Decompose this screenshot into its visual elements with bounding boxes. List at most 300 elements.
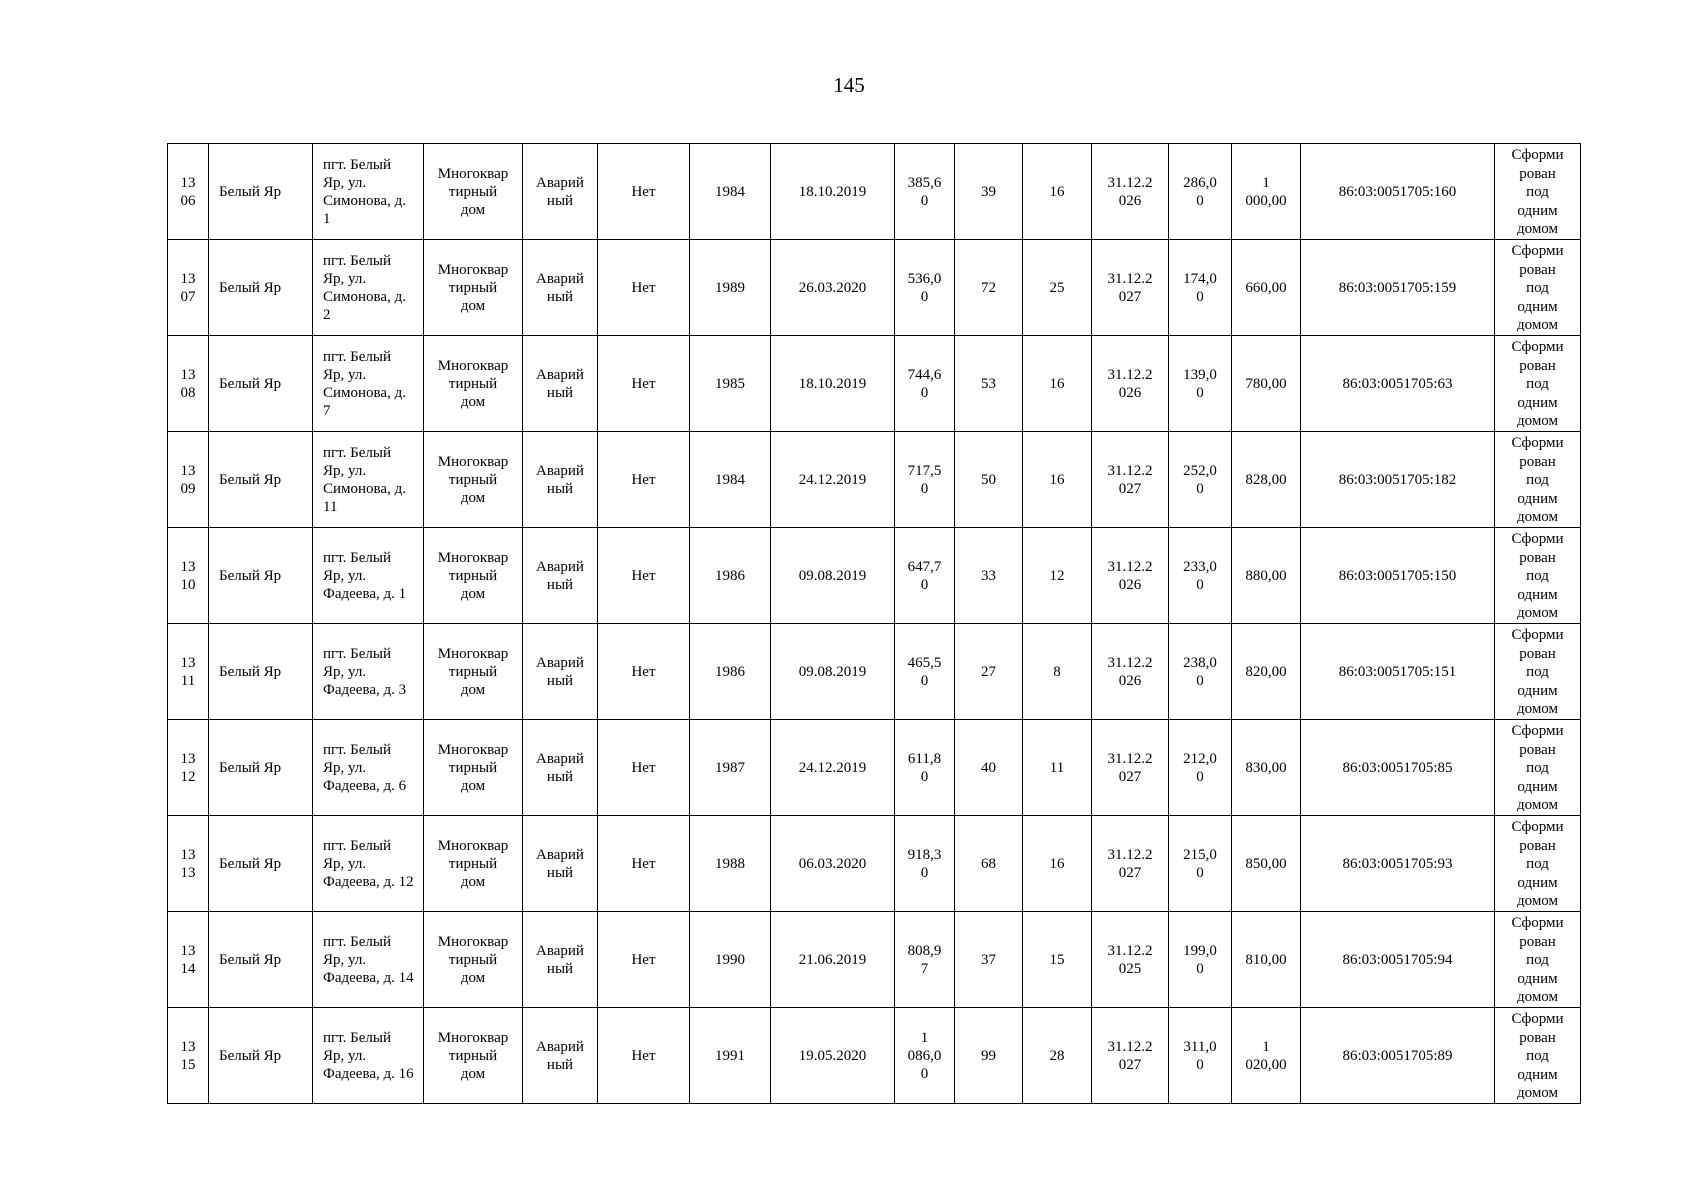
cell-note (1495, 816, 1581, 912)
cell-deadline-text: 31.12.2 027 (1107, 1038, 1153, 1073)
cell-status (523, 144, 598, 240)
cell-note-text: Сформи рован под одним домом (1511, 339, 1564, 429)
cell-units (1023, 336, 1092, 432)
cell-type-text: Многоквар тирный дом (437, 549, 509, 602)
cell-year-text: 1987 (715, 759, 745, 776)
cell-flag-text: Нет (631, 375, 656, 392)
cell-num-text: 13 08 (180, 366, 196, 401)
cell-residents-text: 37 (981, 951, 996, 968)
cell-year (690, 1008, 771, 1104)
cell-area2 (1169, 624, 1232, 720)
cell-residents-text: 50 (981, 471, 996, 488)
cell-deadline-text: 31.12.2 026 (1107, 558, 1153, 593)
cell-date-text: 26.03.2020 (798, 279, 867, 296)
cell-year (690, 336, 771, 432)
cell-land (1232, 624, 1301, 720)
cell-units (1023, 912, 1092, 1008)
cell-address (313, 336, 424, 432)
cell-area (895, 528, 955, 624)
cell-locality (209, 624, 313, 720)
cell-locality (209, 816, 313, 912)
cell-type-text: Многоквар тирный дом (437, 453, 509, 506)
cell-locality-text: Белый Яр (219, 663, 282, 680)
cell-date-text: 24.12.2019 (798, 471, 867, 488)
cell-residents (955, 528, 1023, 624)
cell-num-text: 13 10 (180, 558, 196, 593)
cell-deadline-text: 31.12.2 027 (1107, 846, 1153, 881)
cell-units-text: 16 (1049, 471, 1065, 488)
cell-area (895, 912, 955, 1008)
cell-land-text: 828,00 (1245, 471, 1287, 488)
cell-address-text: пгт. Белый Яр, ул. Симонова, д. 2 (323, 252, 406, 323)
cell-residents-text: 33 (981, 567, 996, 584)
cell-units-text: 28 (1049, 1047, 1065, 1064)
cell-residents (955, 624, 1023, 720)
cell-locality-text: Белый Яр (219, 759, 282, 776)
cell-note-text: Сформи рован под одним домом (1511, 147, 1564, 237)
cell-area (895, 720, 955, 816)
cell-residents (955, 240, 1023, 336)
cell-type-text: Многоквар тирный дом (437, 1029, 509, 1082)
cell-cadastral-text: 86:03:0051705:85 (1342, 759, 1453, 776)
cell-type (424, 1008, 523, 1104)
cell-flag (598, 528, 690, 624)
cell-address-text: пгт. Белый Яр, ул. Фадеева, д. 1 (323, 549, 407, 602)
cell-year-text: 1986 (715, 663, 745, 680)
cell-type (424, 912, 523, 1008)
cell-note-text: Сформи рован под одним домом (1511, 723, 1564, 813)
cell-num (168, 1008, 209, 1104)
cell-land-text: 1 000,00 (1245, 174, 1287, 209)
cell-note (1495, 1008, 1581, 1104)
cell-deadline-text: 31.12.2 026 (1107, 654, 1153, 689)
cell-area-text: 717,5 0 (907, 462, 942, 497)
cell-area2-text: 233,0 0 (1183, 558, 1217, 593)
cell-num-text: 13 07 (180, 270, 196, 305)
cell-land-text: 810,00 (1245, 951, 1287, 968)
cell-units-text: 8 (1053, 663, 1061, 680)
cell-num (168, 336, 209, 432)
cell-units (1023, 816, 1092, 912)
cell-type (424, 240, 523, 336)
cell-cadastral-text: 86:03:0051705:150 (1338, 567, 1457, 584)
cell-type (424, 624, 523, 720)
cell-land (1232, 336, 1301, 432)
cell-area-text: 536,0 0 (907, 270, 942, 305)
cell-land-text: 850,00 (1245, 855, 1287, 872)
cell-locality-text: Белый Яр (219, 855, 282, 872)
cell-area2-text: 212,0 0 (1183, 750, 1217, 785)
cell-note-text: Сформи рован под одним домом (1511, 531, 1564, 621)
cell-units-text: 16 (1049, 375, 1065, 392)
cell-flag-text: Нет (631, 663, 656, 680)
cell-cadastral (1301, 912, 1495, 1008)
cell-note-text: Сформи рован под одним домом (1511, 819, 1564, 909)
cell-date-text: 24.12.2019 (798, 759, 867, 776)
cell-year-text: 1989 (715, 279, 745, 296)
cell-status (523, 336, 598, 432)
cell-type-text: Многоквар тирный дом (437, 933, 509, 986)
cell-note (1495, 720, 1581, 816)
cell-status (523, 528, 598, 624)
cell-units (1023, 144, 1092, 240)
cell-units (1023, 240, 1092, 336)
cell-deadline-text: 31.12.2 027 (1107, 462, 1153, 497)
cell-flag (598, 240, 690, 336)
cell-flag-text: Нет (631, 183, 656, 200)
cell-land-text: 830,00 (1245, 759, 1287, 776)
cell-type-text: Многоквар тирный дом (437, 645, 509, 698)
cell-type-text: Многоквар тирный дом (437, 261, 509, 314)
cell-type (424, 144, 523, 240)
cell-land-text: 660,00 (1245, 279, 1287, 296)
cell-locality (209, 432, 313, 528)
cell-area-text: 611,8 0 (907, 750, 942, 785)
cell-type (424, 336, 523, 432)
cell-land (1232, 912, 1301, 1008)
cell-area2-text: 311,0 0 (1183, 1038, 1217, 1073)
cell-deadline-text: 31.12.2 026 (1107, 366, 1153, 401)
cell-deadline (1092, 816, 1169, 912)
cell-year-text: 1991 (715, 1047, 745, 1064)
cell-area (895, 144, 955, 240)
cell-date (771, 336, 895, 432)
cell-residents-text: 72 (981, 279, 996, 296)
cell-address-text: пгт. Белый Яр, ул. Фадеева, д. 16 (323, 1029, 414, 1082)
cell-cadastral-text: 86:03:0051705:159 (1338, 279, 1457, 296)
cell-residents-text: 53 (981, 375, 996, 392)
cell-address-text: пгт. Белый Яр, ул. Симонова, д. 1 (323, 156, 406, 227)
cell-flag-text: Нет (631, 759, 656, 776)
cell-area2 (1169, 1008, 1232, 1104)
cell-residents-text: 40 (981, 759, 996, 776)
cell-cadastral-text: 86:03:0051705:151 (1338, 663, 1457, 680)
cell-flag (598, 624, 690, 720)
cell-note (1495, 144, 1581, 240)
cell-area (895, 816, 955, 912)
cell-status (523, 624, 598, 720)
cell-land-text: 880,00 (1245, 567, 1287, 584)
cell-units-text: 16 (1049, 855, 1065, 872)
page-number: 145 (833, 73, 865, 97)
cell-deadline (1092, 336, 1169, 432)
cell-deadline (1092, 432, 1169, 528)
cell-flag-text: Нет (631, 567, 656, 584)
cell-num (168, 432, 209, 528)
cell-note (1495, 912, 1581, 1008)
cell-status-text: Аварий ный (536, 366, 584, 401)
cell-locality-text: Белый Яр (219, 951, 282, 968)
cell-address-text: пгт. Белый Яр, ул. Фадеева, д. 14 (323, 933, 414, 986)
cell-address (313, 528, 424, 624)
cell-locality (209, 144, 313, 240)
cell-deadline (1092, 528, 1169, 624)
cell-area-text: 808,9 7 (907, 942, 942, 977)
cell-flag (598, 720, 690, 816)
table-row (168, 528, 1581, 624)
cell-flag (598, 912, 690, 1008)
cell-area2-text: 215,0 0 (1183, 846, 1217, 881)
cell-num-text: 13 15 (180, 1038, 196, 1073)
cell-area2-text: 139,0 0 (1183, 366, 1217, 401)
cell-locality (209, 1008, 313, 1104)
cell-num (168, 528, 209, 624)
cell-num-text: 13 11 (180, 654, 196, 689)
cell-deadline-text: 31.12.2 025 (1107, 942, 1153, 977)
cell-num (168, 816, 209, 912)
cell-num (168, 144, 209, 240)
cell-residents-text: 68 (981, 855, 996, 872)
cell-type-text: Многоквар тирный дом (437, 165, 509, 218)
cell-num-text: 13 13 (180, 846, 196, 881)
cell-date-text: 06.03.2020 (798, 855, 867, 872)
cell-address (313, 240, 424, 336)
cell-deadline (1092, 144, 1169, 240)
cell-locality (209, 720, 313, 816)
cell-area-text: 647,7 0 (907, 558, 942, 593)
cell-land (1232, 1008, 1301, 1104)
cell-year (690, 624, 771, 720)
cell-date (771, 816, 895, 912)
cell-cadastral-text: 86:03:0051705:160 (1338, 183, 1457, 200)
cell-date-text: 09.08.2019 (798, 663, 867, 680)
cell-address-text: пгт. Белый Яр, ул. Фадеева, д. 12 (323, 837, 414, 890)
table-row (168, 720, 1581, 816)
cell-land-text: 1 020,00 (1245, 1038, 1287, 1073)
cell-cadastral-text: 86:03:0051705:89 (1342, 1047, 1453, 1064)
cell-cadastral (1301, 240, 1495, 336)
cell-flag (598, 1008, 690, 1104)
cell-flag (598, 432, 690, 528)
cell-units-text: 11 (1049, 759, 1065, 776)
cell-locality-text: Белый Яр (219, 375, 282, 392)
cell-year-text: 1988 (715, 855, 745, 872)
cell-note (1495, 240, 1581, 336)
cell-year (690, 144, 771, 240)
cell-date (771, 912, 895, 1008)
cell-date (771, 528, 895, 624)
table-row (168, 240, 1581, 336)
cell-date-text: 19.05.2020 (798, 1047, 867, 1064)
cell-deadline (1092, 624, 1169, 720)
cell-area-text: 385,6 0 (907, 174, 942, 209)
cell-flag (598, 816, 690, 912)
cell-locality (209, 528, 313, 624)
table-row (168, 912, 1581, 1008)
cell-locality-text: Белый Яр (219, 279, 282, 296)
cell-area2 (1169, 912, 1232, 1008)
table-row (168, 624, 1581, 720)
cell-locality-text: Белый Яр (219, 1047, 282, 1064)
table-row (168, 432, 1581, 528)
cell-locality (209, 240, 313, 336)
cell-note (1495, 336, 1581, 432)
cell-status-text: Аварий ный (536, 846, 584, 881)
cell-locality (209, 336, 313, 432)
cell-units (1023, 1008, 1092, 1104)
cell-address (313, 1008, 424, 1104)
table-row (168, 1008, 1581, 1104)
cell-address-text: пгт. Белый Яр, ул. Фадеева, д. 3 (323, 645, 407, 698)
cell-date (771, 432, 895, 528)
cell-units (1023, 720, 1092, 816)
cell-cadastral (1301, 1008, 1495, 1104)
cell-cadastral (1301, 624, 1495, 720)
cell-land (1232, 240, 1301, 336)
cell-address (313, 624, 424, 720)
cell-year (690, 240, 771, 336)
cell-status-text: Аварий ный (536, 174, 584, 209)
cell-units (1023, 528, 1092, 624)
cell-num (168, 720, 209, 816)
cell-status (523, 720, 598, 816)
cell-type-text: Многоквар тирный дом (437, 741, 509, 794)
cell-status-text: Аварий ный (536, 1038, 584, 1073)
cell-area (895, 240, 955, 336)
cell-year (690, 816, 771, 912)
table-body (168, 144, 1581, 1104)
cell-status-text: Аварий ный (536, 270, 584, 305)
cell-flag (598, 336, 690, 432)
cell-units-text: 15 (1049, 951, 1065, 968)
cell-area2 (1169, 336, 1232, 432)
cell-num-text: 13 14 (180, 942, 196, 977)
cell-address (313, 144, 424, 240)
cell-note (1495, 528, 1581, 624)
cell-type (424, 432, 523, 528)
cell-note-text: Сформи рован под одним домом (1511, 915, 1564, 1005)
housing-registry-table (167, 143, 1581, 1104)
cell-area2 (1169, 144, 1232, 240)
cell-note (1495, 624, 1581, 720)
cell-status (523, 912, 598, 1008)
cell-area2-text: 252,0 0 (1183, 462, 1217, 497)
cell-date-text: 18.10.2019 (798, 375, 867, 392)
cell-locality-text: Белый Яр (219, 567, 282, 584)
cell-date (771, 144, 895, 240)
cell-flag-text: Нет (631, 471, 656, 488)
cell-area2 (1169, 528, 1232, 624)
cell-num (168, 240, 209, 336)
cell-date (771, 720, 895, 816)
cell-status (523, 1008, 598, 1104)
cell-land (1232, 432, 1301, 528)
cell-num-text: 13 12 (180, 750, 196, 785)
cell-type-text: Многоквар тирный дом (437, 357, 509, 410)
table-row (168, 336, 1581, 432)
cell-locality-text: Белый Яр (219, 471, 282, 488)
cell-cadastral (1301, 816, 1495, 912)
cell-area (895, 1008, 955, 1104)
cell-address (313, 720, 424, 816)
cell-address-text: пгт. Белый Яр, ул. Фадеева, д. 6 (323, 741, 407, 794)
cell-date (771, 1008, 895, 1104)
cell-land (1232, 816, 1301, 912)
cell-date-text: 18.10.2019 (798, 183, 867, 200)
cell-land (1232, 720, 1301, 816)
cell-deadline (1092, 720, 1169, 816)
cell-address (313, 912, 424, 1008)
cell-type (424, 720, 523, 816)
cell-deadline-text: 31.12.2 026 (1107, 174, 1153, 209)
cell-address (313, 432, 424, 528)
cell-area2 (1169, 432, 1232, 528)
cell-year (690, 720, 771, 816)
cell-cadastral (1301, 528, 1495, 624)
cell-area (895, 624, 955, 720)
cell-deadline-text: 31.12.2 027 (1107, 270, 1153, 305)
cell-note-text: Сформи рован под одним домом (1511, 627, 1564, 717)
cell-area-text: 1 086,0 0 (907, 1029, 942, 1082)
cell-status (523, 432, 598, 528)
cell-area2 (1169, 816, 1232, 912)
cell-cadastral (1301, 720, 1495, 816)
cell-num (168, 912, 209, 1008)
cell-area (895, 336, 955, 432)
cell-status-text: Аварий ный (536, 654, 584, 689)
cell-status-text: Аварий ный (536, 942, 584, 977)
cell-address (313, 816, 424, 912)
cell-note (1495, 432, 1581, 528)
cell-note-text: Сформи рован под одним домом (1511, 1011, 1564, 1101)
cell-type (424, 816, 523, 912)
cell-locality (209, 912, 313, 1008)
cell-area2 (1169, 240, 1232, 336)
cell-units (1023, 432, 1092, 528)
cell-date-text: 21.06.2019 (798, 951, 867, 968)
cell-deadline-text: 31.12.2 027 (1107, 750, 1153, 785)
cell-year-text: 1986 (715, 567, 745, 584)
cell-area (895, 432, 955, 528)
cell-status-text: Аварий ный (536, 558, 584, 593)
cell-year-text: 1984 (715, 471, 745, 488)
cell-status (523, 240, 598, 336)
cell-residents-text: 99 (981, 1047, 996, 1064)
cell-area-text: 465,5 0 (907, 654, 942, 689)
cell-deadline (1092, 912, 1169, 1008)
cell-status (523, 816, 598, 912)
cell-address-text: пгт. Белый Яр, ул. Симонова, д. 7 (323, 348, 406, 419)
cell-area2-text: 286,0 0 (1183, 174, 1217, 209)
cell-residents (955, 144, 1023, 240)
cell-type (424, 528, 523, 624)
cell-area-text: 918,3 0 (907, 846, 942, 881)
cell-date-text: 09.08.2019 (798, 567, 867, 584)
cell-residents (955, 816, 1023, 912)
cell-area2-text: 174,0 0 (1183, 270, 1217, 305)
cell-cadastral-text: 86:03:0051705:182 (1338, 471, 1457, 488)
cell-cadastral-text: 86:03:0051705:93 (1342, 855, 1453, 872)
cell-flag-text: Нет (631, 951, 656, 968)
cell-year (690, 912, 771, 1008)
cell-cadastral-text: 86:03:0051705:63 (1342, 375, 1453, 392)
cell-residents-text: 39 (981, 183, 996, 200)
cell-area2-text: 199,0 0 (1183, 942, 1217, 977)
cell-cadastral-text: 86:03:0051705:94 (1342, 951, 1453, 968)
cell-residents (955, 432, 1023, 528)
cell-note-text: Сформи рован под одним домом (1511, 243, 1564, 333)
cell-flag (598, 144, 690, 240)
cell-deadline (1092, 240, 1169, 336)
cell-units (1023, 624, 1092, 720)
cell-flag-text: Нет (631, 279, 656, 296)
cell-date (771, 240, 895, 336)
cell-residents (955, 720, 1023, 816)
cell-status-text: Аварий ный (536, 462, 584, 497)
cell-land (1232, 144, 1301, 240)
cell-year (690, 432, 771, 528)
cell-flag-text: Нет (631, 855, 656, 872)
